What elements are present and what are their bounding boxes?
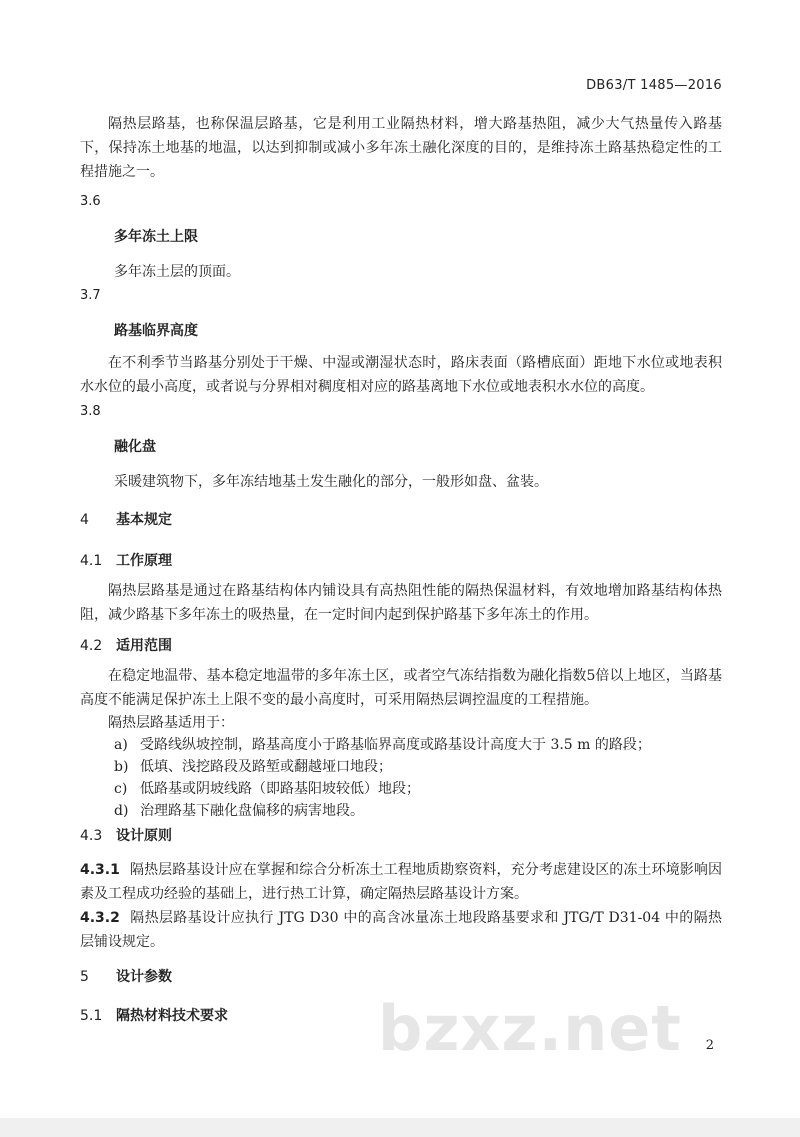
section-4-1 bbox=[80, 551, 722, 627]
section-title: 基本规定 bbox=[116, 512, 172, 528]
term-3-7 bbox=[80, 286, 722, 399]
section-number: 5 bbox=[80, 969, 89, 985]
applicability-list bbox=[80, 734, 722, 822]
clause-4-3-2: 4.3.2 隔热层路基设计应执行 JTG D30 中的高含冰量冻土地段路基要求和 JTG/T D31-04 中的隔热层铺设规定。 bbox=[80, 910, 722, 950]
subsection-number: 5.1 bbox=[80, 1008, 103, 1024]
subsection-title: 适用范围 bbox=[116, 638, 172, 654]
list-intro: 隔热层路基适用于： bbox=[108, 715, 234, 731]
term-number: 3.6 bbox=[80, 194, 101, 209]
section-4-3 bbox=[80, 826, 722, 954]
term-title: 融化盘 bbox=[114, 439, 156, 455]
section-4-2 bbox=[80, 636, 722, 822]
intro-paragraph: 隔热层路基，也称保温层路基，它是利用工业隔热材料，增大路基热阻，减少大气热量传入路基下，保持冻土地基的地温，以达到抑制或减小多年冻土融化深度的目的，是维持冻土路基热稳定性的工程措施之一。 bbox=[80, 116, 722, 180]
term-definition: 多年冻土层的顶面。 bbox=[114, 264, 240, 280]
subsection-number: 4.1 bbox=[80, 553, 103, 569]
standard-code: DB63/T 1485—2016 bbox=[586, 78, 722, 93]
list-item: c) 低路基或阴坡线路（即路基阳坡较低）地段； bbox=[114, 781, 420, 797]
term-3-6 bbox=[80, 192, 722, 282]
section-4-heading bbox=[80, 510, 722, 530]
section-number: 4 bbox=[80, 512, 89, 528]
term-title: 多年冻土上限 bbox=[114, 229, 198, 245]
subsection-number: 4.2 bbox=[80, 638, 103, 654]
list-item: a) 受路线纵坡控制，路基高度小于路基临界高度或路基设计高度大于 3.5 m 的路段； bbox=[114, 737, 651, 753]
term-definition: 采暖建筑物下，多年冻结地基土发生融化的部分，一般形如盘、盆装。 bbox=[114, 474, 548, 490]
section-title: 设计参数 bbox=[116, 969, 172, 985]
clause-4-3-1: 4.3.1 隔热层路基设计应在掌握和综合分析冻土工程地质勘察资料，充分考虑建设区的冻土环境影响因素及工程成功经验的基础上，进行热工计算，确定隔热层路基设计方案。 bbox=[80, 862, 722, 902]
site-watermark: bzxz.net bbox=[378, 992, 682, 1065]
page-bottom-edge bbox=[0, 1118, 800, 1137]
term-title: 路基临界高度 bbox=[114, 323, 198, 339]
term-definition: 在不利季节当路基分别处于干燥、中湿或潮湿状态时，路床表面（路槽底面）距地下水位或地表积水水位的最小高度，或者说与分界相对稠度相对应的路基离地下水位或地表积水水位的高度。 bbox=[80, 355, 722, 395]
intro-block bbox=[80, 112, 722, 184]
section-5-heading bbox=[80, 967, 722, 987]
term-3-8 bbox=[80, 402, 722, 492]
list-item: b) 低填、浅挖路段及路堑或翻越垭口地段； bbox=[114, 759, 392, 775]
term-number: 3.7 bbox=[80, 288, 101, 303]
subsection-text: 在稳定地温带、基本稳定地温带的多年冻土区，或者空气冻结指数为融化指数5倍以上地区，当路基高度不能满足保护冻土上限不变的最小高度时，可采用隔热层调控温度的工程措施。 bbox=[80, 668, 722, 708]
list-item: d) 治理路基下融化盘偏移的病害地段。 bbox=[114, 803, 364, 819]
subsection-title: 隔热材料技术要求 bbox=[116, 1008, 228, 1024]
subsection-title: 设计原则 bbox=[116, 828, 172, 844]
term-number: 3.8 bbox=[80, 404, 101, 419]
subsection-number: 4.3 bbox=[80, 828, 103, 844]
subsection-text: 隔热层路基是通过在路基结构体内铺设具有高热阻性能的隔热保温材料，有效地增加路基结构体热阻，减少路基下多年冻土的吸热量，在一定时间内起到保护路基下多年冻土的作用。 bbox=[80, 583, 722, 623]
subsection-title: 工作原理 bbox=[116, 553, 172, 569]
page-number: 2 bbox=[705, 1038, 714, 1053]
